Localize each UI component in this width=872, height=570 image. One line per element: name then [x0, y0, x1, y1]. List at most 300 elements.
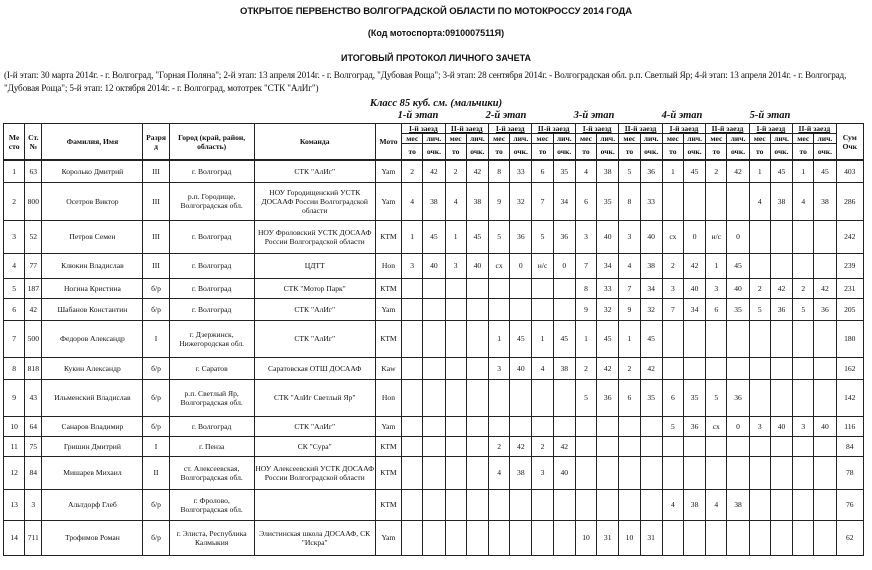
stage-label-2: 2-й этап — [485, 110, 527, 121]
col-rank: Разря д — [143, 124, 169, 161]
pos-header-bottom: то — [706, 144, 727, 161]
position-cell: 1 — [488, 320, 509, 357]
points-cell: 38 — [814, 182, 836, 220]
rank-cell: III — [143, 160, 169, 182]
name-cell: Гришин Дмитрий — [42, 436, 143, 456]
table-row — [4, 160, 864, 182]
position-cell: 4 — [532, 357, 553, 379]
points-cell — [814, 436, 836, 456]
position-cell — [488, 379, 509, 416]
points-cell — [466, 416, 488, 436]
rank-cell: б/р — [143, 298, 169, 320]
city-cell: г. Волгоград — [169, 253, 254, 278]
rank-cell: б/р — [143, 278, 169, 298]
stage-label-3: 3-й этап — [573, 110, 615, 121]
position-cell: 1 — [793, 160, 814, 182]
position-cell — [793, 220, 814, 253]
points-cell — [553, 520, 575, 555]
pts-header-top: лич. — [814, 134, 836, 144]
points-cell — [423, 298, 445, 320]
table-row — [4, 253, 864, 278]
position-cell — [445, 320, 466, 357]
pos-header-top: мес — [793, 134, 814, 144]
points-cell: 38 — [510, 456, 532, 489]
pts-header-top: лич. — [640, 134, 662, 144]
col-sum: Сум Очк — [836, 124, 863, 161]
position-cell: 5 — [793, 298, 814, 320]
position-cell — [445, 379, 466, 416]
start-no-cell: 500 — [25, 320, 42, 357]
sum-cell: 116 — [836, 416, 863, 436]
points-cell — [814, 520, 836, 555]
pos-header-top: мес — [662, 134, 683, 144]
position-cell — [575, 416, 596, 436]
points-cell: 0 — [727, 416, 749, 436]
col-place: Ме сто — [4, 124, 25, 161]
city-cell: г. Элиста, Республика Калмыкия — [169, 520, 254, 555]
place-cell: 7 — [4, 320, 25, 357]
class-label: Класс 85 куб. см. (мальчики) — [369, 98, 503, 109]
points-cell: 38 — [553, 357, 575, 379]
position-cell: 10 — [619, 520, 640, 555]
points-cell — [770, 456, 792, 489]
points-cell — [770, 436, 792, 456]
table-row — [4, 182, 864, 220]
position-cell: 2 — [445, 160, 466, 182]
points-cell — [770, 253, 792, 278]
pts-header-bottom: очк. — [423, 144, 445, 161]
table-row — [4, 320, 864, 357]
team-cell: СТК "Мотор Парк" — [254, 278, 375, 298]
points-cell — [423, 416, 445, 436]
position-cell: 7 — [575, 253, 596, 278]
points-cell: 45 — [597, 320, 619, 357]
position-cell — [793, 320, 814, 357]
city-cell: г. Фролово, Волгоградская обл. — [169, 489, 254, 520]
points-cell — [770, 520, 792, 555]
col-name: Фамилия, Имя — [42, 124, 143, 161]
points-cell: 38 — [727, 489, 749, 520]
position-cell: 10 — [575, 520, 596, 555]
position-cell: 2 — [488, 436, 509, 456]
pos-header-top: мес — [575, 134, 596, 144]
sum-cell: 62 — [836, 520, 863, 555]
points-cell: 31 — [640, 520, 662, 555]
position-cell — [445, 278, 466, 298]
points-cell: 38 — [640, 253, 662, 278]
points-cell: 42 — [727, 160, 749, 182]
name-cell: Альтдорф Глеб — [42, 489, 143, 520]
position-cell — [619, 489, 640, 520]
points-cell — [466, 520, 488, 555]
position-cell — [706, 436, 727, 456]
team-cell: НОУ Алексеевский УСТК ДОСААФ России Волгоградской области — [254, 456, 375, 489]
position-cell: сх — [488, 253, 509, 278]
points-cell: 33 — [640, 182, 662, 220]
points-cell: 36 — [683, 416, 705, 436]
position-cell: 8 — [488, 160, 509, 182]
points-cell — [466, 278, 488, 298]
pts-header-bottom: очк. — [553, 144, 575, 161]
points-cell: 31 — [597, 520, 619, 555]
position-cell: 3 — [402, 253, 423, 278]
points-cell: 36 — [553, 220, 575, 253]
points-cell — [466, 379, 488, 416]
start-no-cell: 75 — [25, 436, 42, 456]
sum-cell: 242 — [836, 220, 863, 253]
sum-cell: 162 — [836, 357, 863, 379]
position-cell: 9 — [619, 298, 640, 320]
pts-header-bottom: очк. — [510, 144, 532, 161]
position-cell — [402, 320, 423, 357]
pos-header-top: мес — [445, 134, 466, 144]
pos-header-bottom: то — [488, 144, 509, 161]
position-cell — [488, 489, 509, 520]
position-cell: н/с — [532, 253, 553, 278]
points-cell — [640, 489, 662, 520]
position-cell — [445, 520, 466, 555]
position-cell: 1 — [575, 320, 596, 357]
position-cell: 4 — [706, 489, 727, 520]
points-cell — [553, 298, 575, 320]
position-cell — [793, 379, 814, 416]
name-cell: Шабанов Константин — [42, 298, 143, 320]
points-cell: 35 — [553, 160, 575, 182]
points-cell — [640, 436, 662, 456]
sum-cell: 142 — [836, 379, 863, 416]
position-cell: н/с — [706, 220, 727, 253]
place-cell: 14 — [4, 520, 25, 555]
moto-cell: КТМ — [375, 320, 401, 357]
position-cell: 9 — [575, 298, 596, 320]
moto-cell: КТМ — [375, 436, 401, 456]
position-cell — [402, 357, 423, 379]
moto-cell: Yam — [375, 160, 401, 182]
position-cell — [402, 520, 423, 555]
place-cell: 9 — [4, 379, 25, 416]
points-cell: 38 — [423, 182, 445, 220]
points-cell — [466, 456, 488, 489]
start-no-cell: 711 — [25, 520, 42, 555]
race-header-stage3-race1: I-й заезд — [575, 124, 618, 134]
pos-header-top: мес — [402, 134, 423, 144]
moto-cell: Yam — [375, 182, 401, 220]
place-cell: 10 — [4, 416, 25, 436]
table-row — [4, 456, 864, 489]
points-cell: 38 — [597, 160, 619, 182]
position-cell — [445, 357, 466, 379]
position-cell — [749, 520, 770, 555]
points-cell — [466, 489, 488, 520]
position-cell: 3 — [445, 253, 466, 278]
pos-header-top: мес — [749, 134, 770, 144]
pos-header-bottom: то — [662, 144, 683, 161]
points-cell: 38 — [466, 182, 488, 220]
pos-header-bottom: то — [749, 144, 770, 161]
start-no-cell: 818 — [25, 357, 42, 379]
position-cell — [662, 436, 683, 456]
position-cell — [793, 456, 814, 489]
rank-cell: I — [143, 436, 169, 456]
points-cell — [640, 456, 662, 489]
position-cell — [619, 416, 640, 436]
points-cell: 33 — [597, 278, 619, 298]
rank-cell: II — [143, 456, 169, 489]
position-cell: 3 — [662, 278, 683, 298]
points-cell — [814, 320, 836, 357]
place-cell: 1 — [4, 160, 25, 182]
position-cell — [402, 298, 423, 320]
rank-cell: б/р — [143, 416, 169, 436]
position-cell — [532, 416, 553, 436]
points-cell — [683, 357, 705, 379]
race-header-stage2-race1: I-й заезд — [488, 124, 531, 134]
name-cell: Королько Дмитрий — [42, 160, 143, 182]
pts-header-bottom: очк. — [770, 144, 792, 161]
position-cell: 1 — [706, 253, 727, 278]
points-cell — [423, 278, 445, 298]
moto-cell: КТМ — [375, 489, 401, 520]
results-table — [3, 123, 864, 556]
points-cell — [466, 320, 488, 357]
points-cell — [423, 520, 445, 555]
place-cell: 11 — [4, 436, 25, 456]
table-row — [4, 220, 864, 253]
points-cell: 40 — [814, 416, 836, 436]
pos-header-bottom: то — [619, 144, 640, 161]
position-cell — [488, 298, 509, 320]
points-cell — [597, 416, 619, 436]
points-cell — [814, 379, 836, 416]
points-cell: 42 — [640, 357, 662, 379]
place-cell: 6 — [4, 298, 25, 320]
position-cell — [532, 520, 553, 555]
rank-cell: III — [143, 182, 169, 220]
table-row — [4, 357, 864, 379]
table-row — [4, 278, 864, 298]
points-cell — [423, 436, 445, 456]
col-moto: Мото — [375, 124, 401, 161]
position-cell — [749, 253, 770, 278]
position-cell: сх — [662, 220, 683, 253]
city-cell: г. Пенза — [169, 436, 254, 456]
position-cell — [488, 520, 509, 555]
points-cell: 40 — [553, 456, 575, 489]
position-cell: 5 — [532, 220, 553, 253]
points-cell — [683, 320, 705, 357]
position-cell: 8 — [619, 182, 640, 220]
city-cell: р.п. Светлый Яр, Волгоградская обл. — [169, 379, 254, 416]
position-cell — [749, 489, 770, 520]
name-cell: Кукин Александр — [42, 357, 143, 379]
points-cell — [814, 253, 836, 278]
team-cell: СК "Сура" — [254, 436, 375, 456]
position-cell: 5 — [575, 379, 596, 416]
place-cell: 13 — [4, 489, 25, 520]
position-cell: 2 — [575, 357, 596, 379]
pts-header-bottom: очк. — [727, 144, 749, 161]
position-cell — [532, 278, 553, 298]
moto-cell: Hon — [375, 379, 401, 416]
position-cell — [793, 357, 814, 379]
name-cell: Федоров Александр — [42, 320, 143, 357]
rank-cell: б/р — [143, 520, 169, 555]
sum-cell: 205 — [836, 298, 863, 320]
position-cell: сх — [706, 416, 727, 436]
points-cell — [770, 320, 792, 357]
pts-header-top: лич. — [597, 134, 619, 144]
points-cell — [727, 520, 749, 555]
start-no-cell: 77 — [25, 253, 42, 278]
points-cell — [727, 357, 749, 379]
position-cell: 5 — [662, 416, 683, 436]
points-cell — [510, 489, 532, 520]
sum-cell: 231 — [836, 278, 863, 298]
points-cell — [553, 489, 575, 520]
position-cell — [749, 220, 770, 253]
document-title: ОТКРЫТОЕ ПЕРВЕНСТВО ВОЛГОГРАДСКОЙ ОБЛАСТИ ПО МОТОКРОССУ 2014 ГОДА — [240, 6, 632, 17]
pts-header-bottom: очк. — [466, 144, 488, 161]
points-cell — [814, 357, 836, 379]
city-cell: г. Волгоград — [169, 278, 254, 298]
points-cell: 40 — [770, 416, 792, 436]
points-cell — [770, 489, 792, 520]
position-cell: 7 — [532, 182, 553, 220]
points-cell: 40 — [640, 220, 662, 253]
position-cell: 7 — [662, 298, 683, 320]
points-cell: 33 — [510, 160, 532, 182]
position-cell: 3 — [706, 278, 727, 298]
position-cell: 2 — [402, 160, 423, 182]
position-cell — [749, 436, 770, 456]
rank-cell: III — [143, 253, 169, 278]
moto-cell: Kaw — [375, 357, 401, 379]
start-no-cell: 64 — [25, 416, 42, 436]
race-header-stage2-race2: II-й заезд — [532, 124, 575, 134]
points-cell: 36 — [640, 160, 662, 182]
race-header-stage1-race2: II-й заезд — [445, 124, 488, 134]
position-cell: 2 — [749, 278, 770, 298]
points-cell — [727, 182, 749, 220]
points-cell: 42 — [553, 436, 575, 456]
rank-cell: б/р — [143, 379, 169, 416]
position-cell: 3 — [793, 416, 814, 436]
city-cell: г. Саратов — [169, 357, 254, 379]
pos-header-bottom: то — [402, 144, 423, 161]
team-cell: СТК "АлИг" — [254, 416, 375, 436]
start-no-cell: 187 — [25, 278, 42, 298]
sum-cell: 180 — [836, 320, 863, 357]
position-cell: 3 — [749, 416, 770, 436]
points-cell: 34 — [640, 278, 662, 298]
points-cell: 38 — [770, 182, 792, 220]
pts-header-top: лич. — [510, 134, 532, 144]
pts-header-top: лич. — [727, 134, 749, 144]
position-cell — [445, 298, 466, 320]
points-cell — [683, 436, 705, 456]
position-cell — [706, 456, 727, 489]
start-no-cell: 84 — [25, 456, 42, 489]
points-cell — [466, 298, 488, 320]
points-cell: 45 — [466, 220, 488, 253]
sum-cell: 78 — [836, 456, 863, 489]
points-cell: 45 — [553, 320, 575, 357]
points-cell — [423, 489, 445, 520]
pos-header-bottom: то — [793, 144, 814, 161]
moto-cell: КТМ — [375, 456, 401, 489]
position-cell — [662, 520, 683, 555]
position-cell: 1 — [749, 160, 770, 182]
position-cell — [619, 436, 640, 456]
pts-header-top: лич. — [423, 134, 445, 144]
position-cell — [445, 436, 466, 456]
position-cell — [793, 489, 814, 520]
points-cell: 40 — [423, 253, 445, 278]
points-cell — [727, 320, 749, 357]
stages-description: (I-й этап: 30 марта 2014г. - г. Волгоград, "Горная Поляна"; 2-й этап: 13 апреля 2014г. - г. Волгоград, "Дубовая Роща"; 3-й этап: 28 сентября 2014г. - Волгоградская обл. р.п. Светлый Яр; 4-й этап: 13 апреля 2014г. - г. Волгоград, "Дубовая Роща"; 5-й этап: 12 октября 2014г. - г. Волгоград, мототрек "СТК "АлИг") — [4, 70, 847, 93]
points-cell — [510, 416, 532, 436]
points-cell: 35 — [640, 379, 662, 416]
name-cell: Клюкин Владислав — [42, 253, 143, 278]
col-team: Команда — [254, 124, 375, 161]
position-cell — [749, 357, 770, 379]
position-cell: 1 — [619, 320, 640, 357]
points-cell — [770, 379, 792, 416]
moto-cell: КТМ — [375, 278, 401, 298]
position-cell — [488, 416, 509, 436]
points-cell: 36 — [510, 220, 532, 253]
position-cell — [402, 416, 423, 436]
race-header-stage3-race2: II-й заезд — [619, 124, 662, 134]
points-cell — [553, 416, 575, 436]
position-cell — [575, 456, 596, 489]
moto-cell: КТМ — [375, 220, 401, 253]
place-cell: 12 — [4, 456, 25, 489]
city-cell: ст. Алексеевская, Волгоградская обл. — [169, 456, 254, 489]
team-cell: ЦДТТ — [254, 253, 375, 278]
position-cell — [749, 456, 770, 489]
points-cell: 38 — [683, 489, 705, 520]
team-cell: Элистинская школа ДОСААФ, СК "Искра" — [254, 520, 375, 555]
points-cell: 35 — [597, 182, 619, 220]
points-cell: 36 — [770, 298, 792, 320]
name-cell: Трофимов Роман — [42, 520, 143, 555]
position-cell: 6 — [706, 298, 727, 320]
team-cell: Саратовская ОТШ ДОСААФ — [254, 357, 375, 379]
position-cell — [793, 436, 814, 456]
position-cell — [488, 278, 509, 298]
pts-header-bottom: очк. — [597, 144, 619, 161]
team-cell: СТК "АлИг Светлый Яр" — [254, 379, 375, 416]
position-cell: 2 — [662, 253, 683, 278]
points-cell — [597, 489, 619, 520]
position-cell — [402, 436, 423, 456]
points-cell — [814, 220, 836, 253]
rank-cell: I — [143, 320, 169, 357]
points-cell — [727, 456, 749, 489]
city-cell: р.п. Городище, Волгоградская обл. — [169, 182, 254, 220]
place-cell: 2 — [4, 182, 25, 220]
sum-cell: 239 — [836, 253, 863, 278]
points-cell: 34 — [683, 298, 705, 320]
position-cell — [706, 520, 727, 555]
position-cell: 5 — [488, 220, 509, 253]
position-cell — [619, 456, 640, 489]
stage-label-1: 1-й этап — [397, 110, 439, 121]
table-row — [4, 416, 864, 436]
stage-label-4: 4-й этап — [661, 110, 703, 121]
place-cell: 8 — [4, 357, 25, 379]
